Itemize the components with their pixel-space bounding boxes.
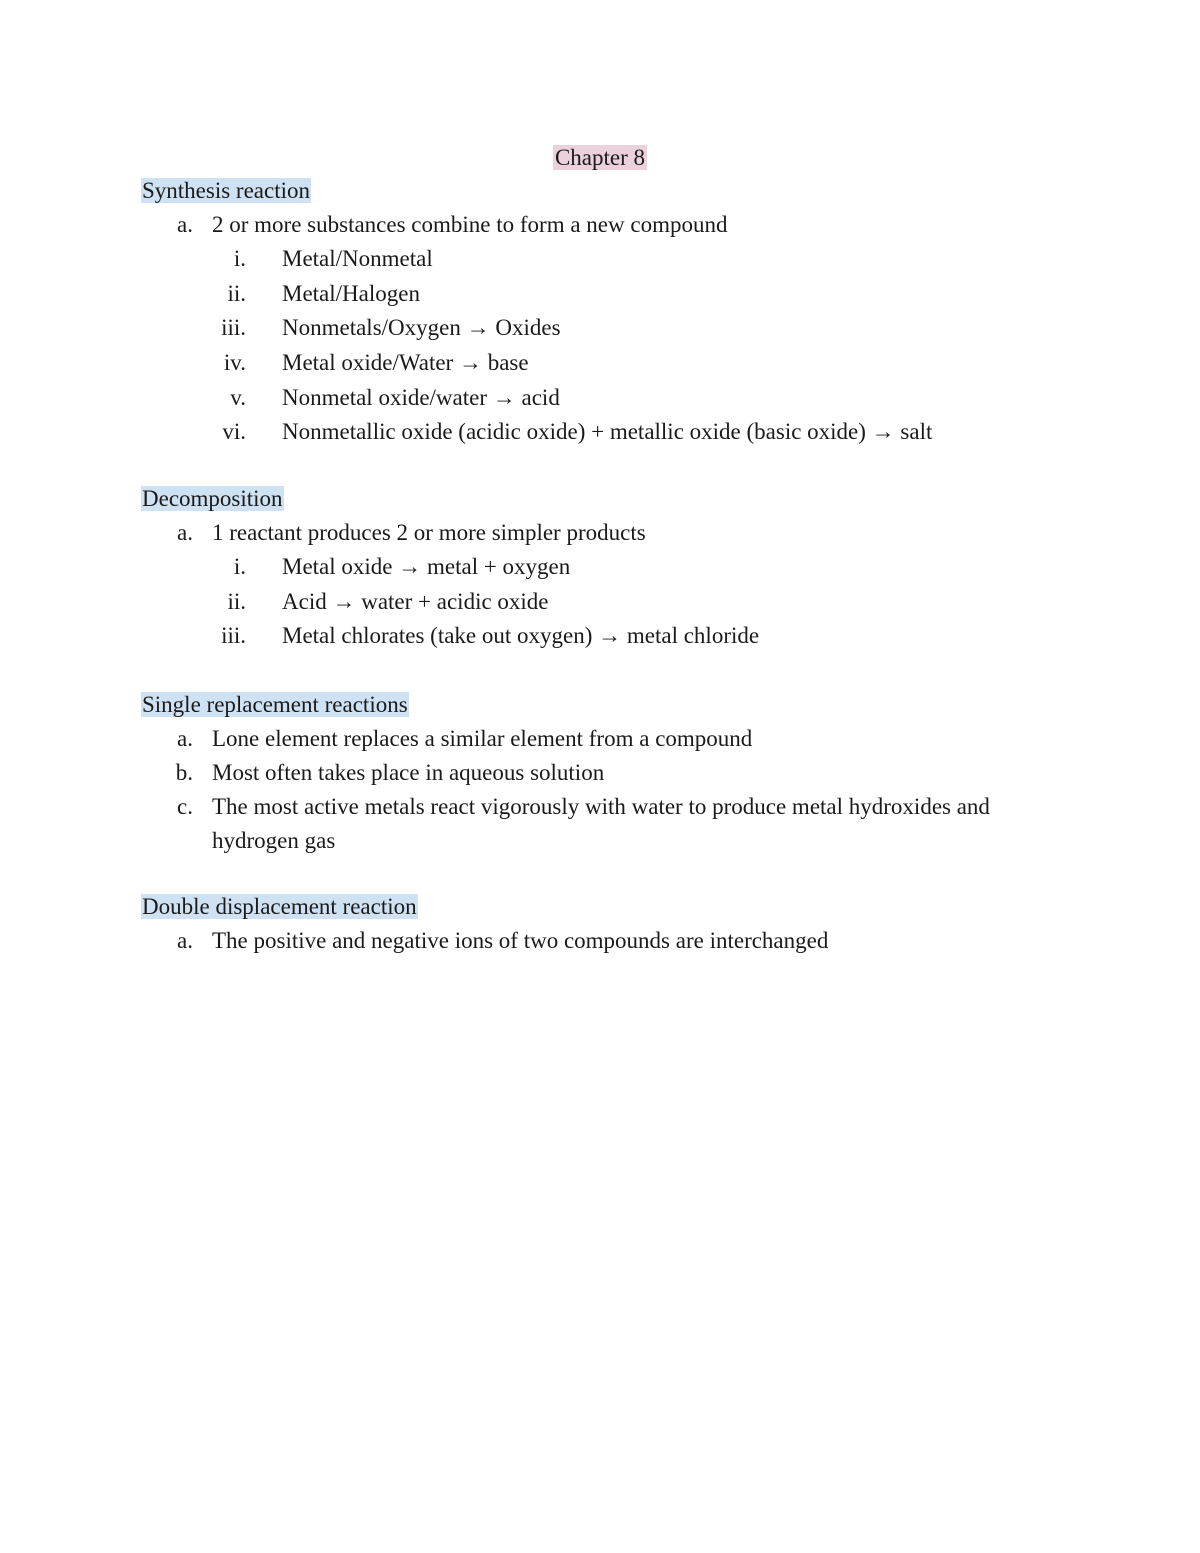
list-marker: c. [177,794,193,819]
sub-list-item-text: Metal chlorates (take out oxygen) → metal chloride [282,623,760,649]
title-row [0,141,1200,175]
list-item-text: The positive and negative ions of two compounds are interchanged [212,928,829,953]
sub-list-item [141,346,1050,381]
sub-list-item [141,550,1050,585]
section-heading: Single replacement reactions [142,692,408,717]
sub-list-item [141,381,1050,416]
list-marker: iii. [221,315,246,341]
sub-list-item-text: Metal/Nonmetal [282,246,433,271]
list-marker: ii. [227,588,246,614]
list-marker: vi. [222,419,246,445]
sub-list-item [141,585,1050,620]
section-heading: Synthesis reaction [142,178,310,203]
sub-list-item [141,619,1050,654]
list-item [141,516,1050,550]
list-marker: ii. [227,280,246,306]
list-marker: i. [233,246,246,271]
list-marker: a. [177,726,193,751]
list-item [141,208,1050,242]
sub-list-item [141,311,1050,346]
sub-list-item [141,415,1050,450]
section-heading: Double displacement reaction [142,894,417,919]
list-marker: iii. [221,623,246,649]
list-item [141,756,1050,790]
list-marker: a. [177,928,193,953]
section-decomposition [141,482,1050,654]
list-marker: b. [175,760,193,785]
chapter-title: Chapter 8 [554,145,646,170]
section-heading: Decomposition [142,486,283,511]
sub-list-item-text: Metal oxide → metal + oxygen [282,554,571,579]
list-item-text: 1 reactant produces 2 or more simpler products [212,520,646,545]
list-marker: v. [230,384,246,410]
list-item-text: The most active metals react vigorously with water to produce metal hydroxides and hydrogen gas [212,794,990,853]
sub-list-item [141,277,1050,312]
sub-list-item-text: Nonmetal oxide/water → acid [282,384,560,410]
sub-list-item-text: Acid → water + acidic oxide [282,588,549,614]
list-item-text: 2 or more substances combine to form a new compound [212,212,728,237]
list-item [141,722,1050,756]
list-item [141,790,1050,858]
list-marker: i. [233,554,246,579]
list-marker: a. [177,520,193,545]
section-double-displacement [141,890,1050,958]
list-item-text: Most often takes place in aqueous solution [212,760,605,785]
sub-list-item-text: Nonmetallic oxide (acidic oxide) + metallic oxide (basic oxide) → salt [282,419,933,445]
section-single-replacement [141,688,1050,858]
section-synthesis [141,174,1050,450]
sub-list-item [141,242,1050,277]
list-item-text: Lone element replaces a similar element from a compound [212,726,753,751]
sub-list-item-text: Nonmetals/Oxygen → Oxides [282,315,561,341]
list-item [141,924,1050,958]
sub-list-item-text: Metal oxide/Water → base [282,350,529,376]
list-marker: a. [177,212,193,237]
list-marker: iv. [223,350,246,376]
sub-list-item-text: Metal/Halogen [282,280,420,306]
